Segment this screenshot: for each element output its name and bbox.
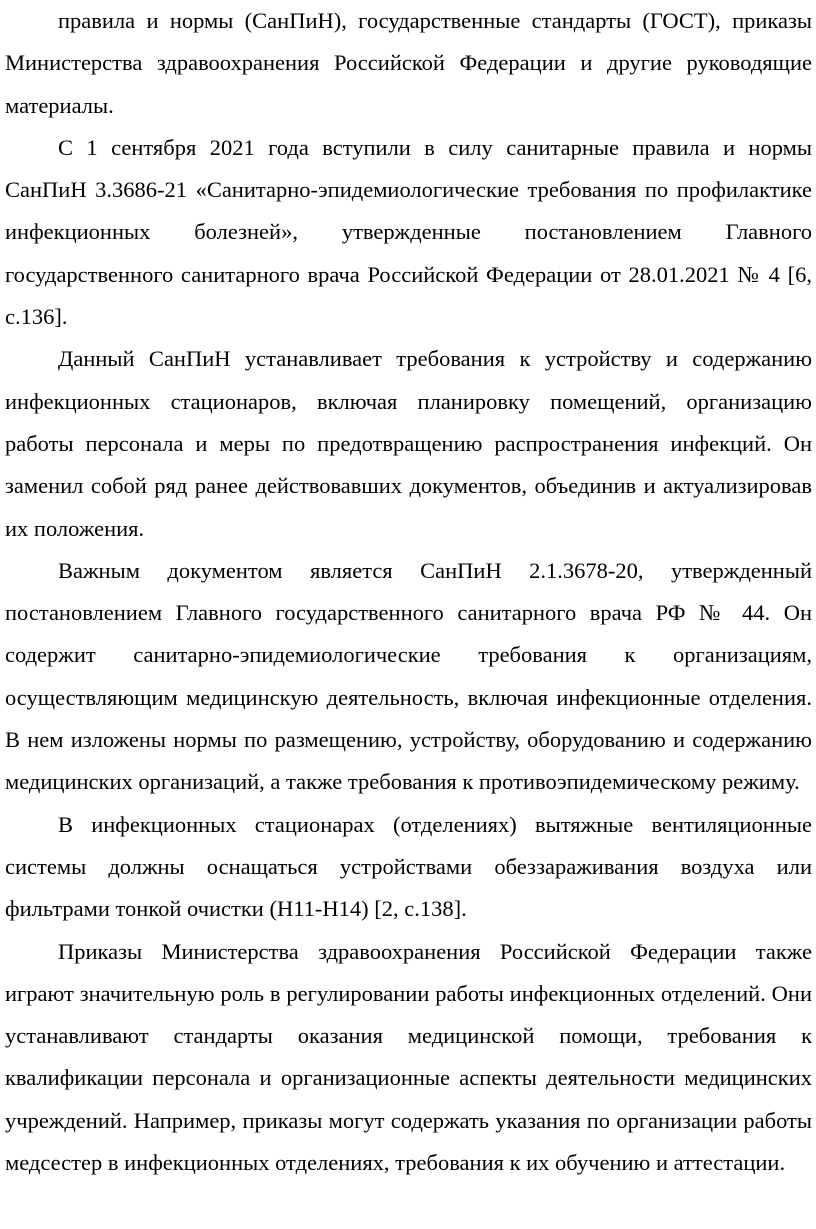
paragraph-sanpin-3-3686-21: С 1 сентября 2021 года вступили в силу санитарные правила и нормы СанПиН 3.3686-21 «Санитарно-эпидемиологические требования по профилактике инфекционных болезней», утвержденные постановлением Главного государственного санитарного врача Российской Федерации от 28.01.2021 № 4 [6, с.136]. [5, 134, 812, 330]
paragraph-ventilation: В инфекционных стационарах (отделениях) вытяжные вентиляционные системы должны оснащаться устройствами обеззараживания воздуха или фильтрами тонкой очистки (H11-H14) [2, с.138]. [5, 811, 812, 922]
paragraph-sanpin-scope: Данный СанПиН устанавливает требования к устройству и содержанию инфекционных стационаров, включая планировку помещений, организацию работы персонала и меры по предотвращению распространения инфекций. Он заменил собой ряд ранее действовавших документов, объединив и актуализировав их положения. [5, 346, 812, 541]
paragraph-continuation: правила и нормы (СанПиН), государственные стандарты (ГОСТ), приказы Министерства здравоохранения Российской Федерации и другие руководящие материалы. [5, 8, 812, 118]
paragraph-sanpin-2-1-3678-20: Важным документом является СанПиН 2.1.3678-20, утвержденный постановлением Главного государственного санитарного врача РФ № 44. Он содержит санитарно-эпидемиологические требования к организациям, осуществляющим медицинскую деятельность, включая инфекционные отделения. В нем изложены нормы по размещению, устройству, оборудованию и содержанию медицинских организаций, а также требования к противоэпидемическому режиму. [5, 557, 812, 795]
paragraph-ministry-orders: Приказы Министерства здравоохранения Российской Федерации также играют значительную роль в регулировании работы инфекционных отделений. Они устанавливают стандарты оказания медицинской помощи, требования к квалификации персонала и организационные аспекты деятельности медицинских учреждений. Например, приказы могут содержать указания по организации работы медсестер в инфекционных отделениях, требования к их обучению и аттестации. [5, 938, 812, 1176]
